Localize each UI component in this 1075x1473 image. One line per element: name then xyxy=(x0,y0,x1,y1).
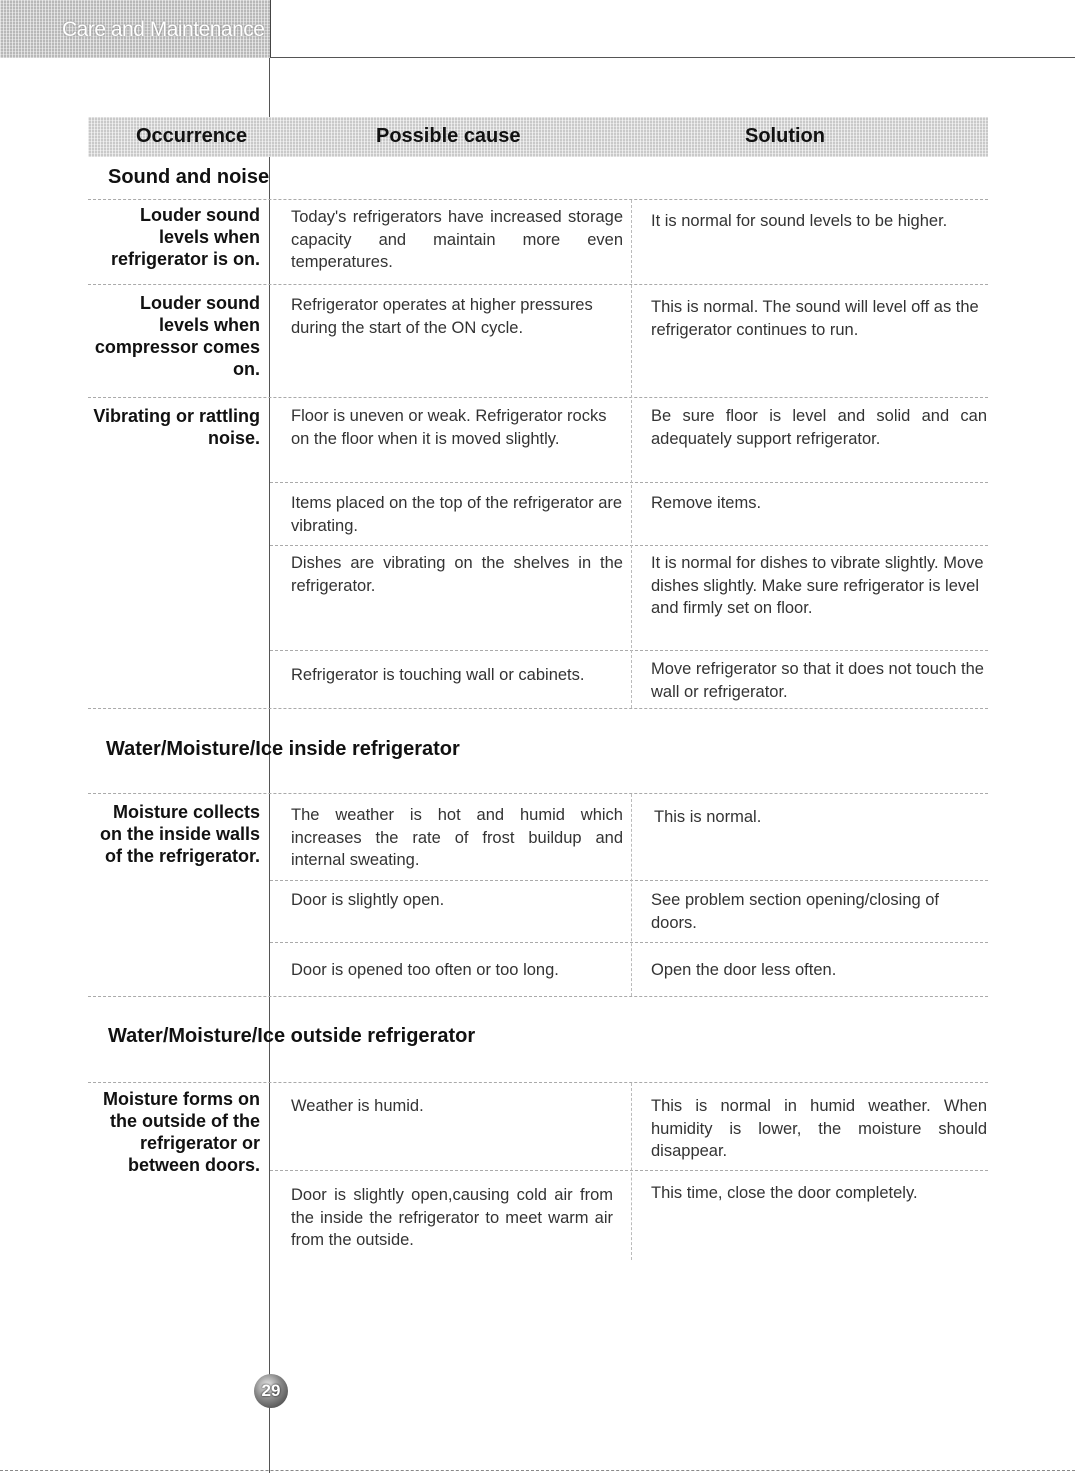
cause-door-slightly-open: Door is slightly open. xyxy=(291,891,445,909)
row-divider xyxy=(270,942,988,943)
solution-move-refrigerator: Move refrigerator so that it does not touch the wall or refrigerator. xyxy=(651,660,984,701)
row-divider xyxy=(270,650,988,651)
occurrence-louder-sound-compressor: Louder sound levels when compressor comes on. xyxy=(94,293,260,379)
page-number-badge: 29 xyxy=(254,1374,288,1408)
solution-sound-level-off: This is normal. The sound will level off as the refrigerator continues to run. xyxy=(651,298,979,339)
solution-open-door-less: Open the door less often. xyxy=(651,961,837,979)
row-divider xyxy=(270,482,988,483)
section-title-sound-and-noise: Sound and noise xyxy=(108,166,270,188)
solution-dishes-normal: It is normal for dishes to vibrate slightly. Move dishes slightly. Make sure refrigerator is level and firmly set on floor. xyxy=(651,554,984,617)
cause-dishes-vibrating: Dishes are vibrating on the shelves in the refrigerator. xyxy=(291,554,623,595)
column-divider xyxy=(631,200,632,708)
section-title-moisture-inside: Water/Moisture/Ice inside refrigerator xyxy=(106,738,460,760)
section-header-title: Care and Maintenance xyxy=(62,18,265,41)
cause-floor-uneven: Floor is uneven or weak. Refrigerator rocks on the floor when it is moved slightly. xyxy=(291,407,607,448)
cause-door-open-cold-air: Door is slightly open,causing cold air from the inside the refrigerator to meet warm air from the outside. xyxy=(291,1186,613,1249)
solution-this-is-normal: This is normal. xyxy=(654,808,762,826)
row-divider xyxy=(88,996,988,997)
row-divider xyxy=(270,1170,988,1171)
cause-touching-wall: Refrigerator is touching wall or cabinets. xyxy=(291,666,585,684)
row-divider xyxy=(88,708,988,709)
occurrence-vibrating-rattling: Vibrating or rattling noise. xyxy=(93,406,260,448)
cause-increased-capacity: Today's refrigerators have increased storage capacity and maintain more even temperatures. xyxy=(291,208,623,271)
section-header-tab xyxy=(0,0,271,58)
cause-items-on-top: Items placed on the top of the refrigerator are vibrating. xyxy=(291,494,623,535)
cause-hot-humid: The weather is hot and humid which increases the rate of frost buildup and internal sweating. xyxy=(291,806,623,869)
bottom-rule xyxy=(0,1470,1075,1471)
occurrence-moisture-outside: Moisture forms on the outside of the refrigerator or between doors. xyxy=(102,1089,260,1175)
solution-normal-higher: It is normal for sound levels to be higher. xyxy=(651,212,948,230)
occurrence-louder-sound-on: Louder sound levels when refrigerator is on. xyxy=(110,205,260,269)
solution-normal-humid-weather: This is normal in humid weather. When humidity is lower, the moisture should disappear. xyxy=(651,1097,987,1160)
column-header-solution: Solution xyxy=(745,125,825,147)
solution-close-door-completely: This time, close the door completely. xyxy=(651,1184,918,1202)
column-header-occurrence: Occurrence xyxy=(136,125,248,147)
header-rule xyxy=(270,57,1075,58)
solution-floor-level: Be sure floor is level and solid and can adequately support refrigerator. xyxy=(651,407,987,448)
row-divider xyxy=(88,199,988,200)
column-header-possible-cause: Possible cause xyxy=(376,125,521,147)
column-header-bar xyxy=(88,117,988,157)
column-divider xyxy=(631,794,632,996)
row-divider xyxy=(88,793,988,794)
section-title-moisture-outside: Water/Moisture/Ice outside refrigerator xyxy=(108,1025,476,1047)
cause-higher-pressures: Refrigerator operates at higher pressures during the start of the ON cycle. xyxy=(291,296,593,337)
solution-remove-items: Remove items. xyxy=(651,494,762,512)
cause-door-opened-too-often: Door is opened too often or too long. xyxy=(291,961,559,979)
row-divider xyxy=(88,284,988,285)
solution-see-problem-section: See problem section opening/closing of doors. xyxy=(651,891,940,932)
row-divider xyxy=(88,1082,988,1083)
column-divider xyxy=(631,1083,632,1260)
row-divider xyxy=(88,397,988,398)
cause-weather-humid: Weather is humid. xyxy=(291,1097,424,1115)
occurrence-moisture-inside-walls: Moisture collects on the inside walls of the refrigerator. xyxy=(99,802,260,866)
row-divider xyxy=(270,545,988,546)
row-divider xyxy=(270,880,988,881)
page-spine-line xyxy=(269,58,270,1473)
